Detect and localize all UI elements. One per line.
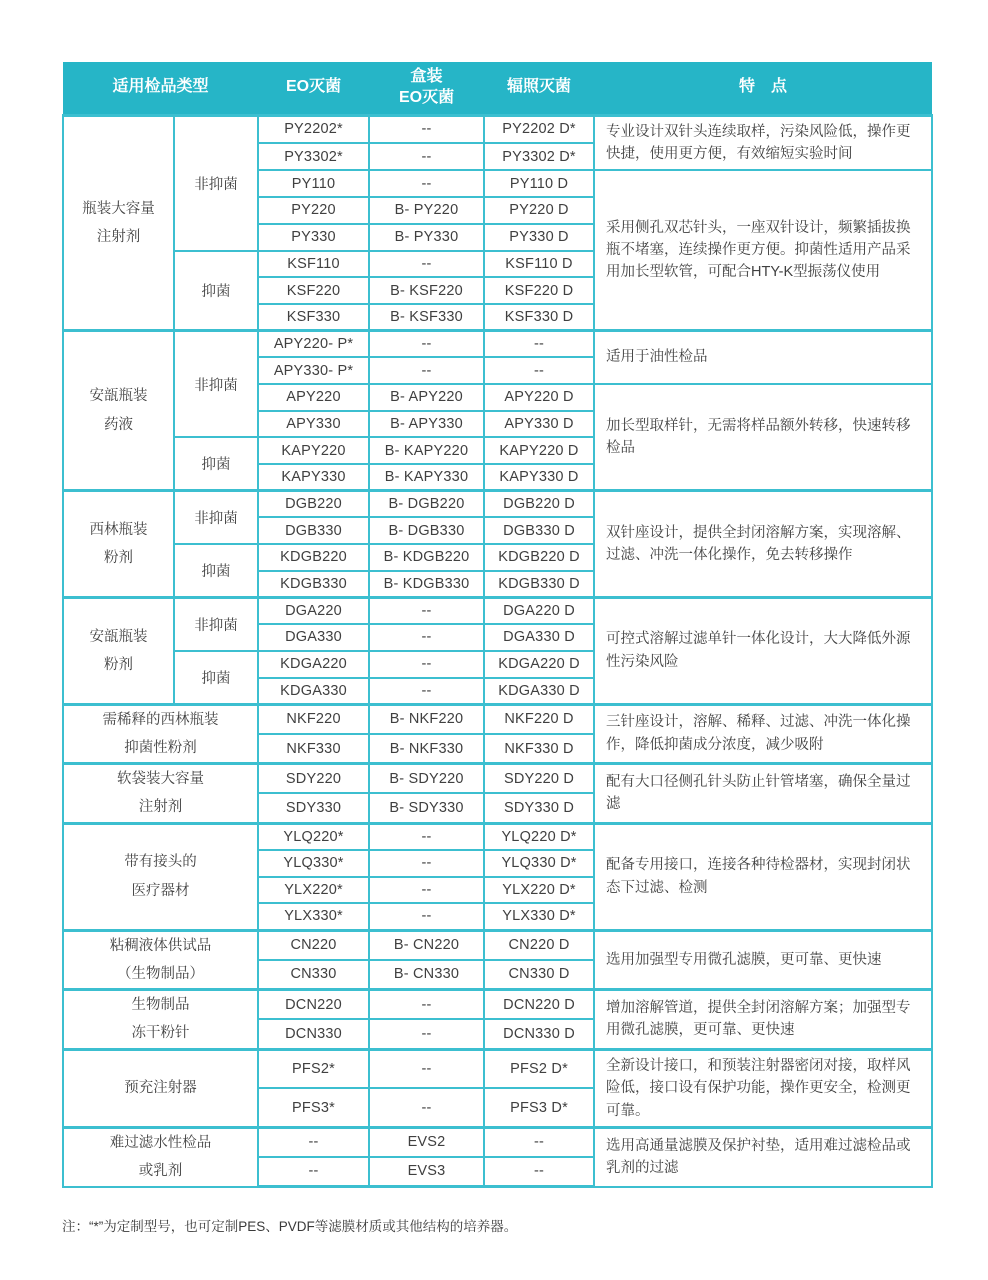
irradiation-model-cell: DCN330 D bbox=[484, 1019, 594, 1049]
box-eo-model-cell: -- bbox=[369, 850, 484, 877]
irradiation-model-cell: DGB330 D bbox=[484, 517, 594, 544]
box-eo-model-cell: B- KAPY220 bbox=[369, 437, 484, 464]
irradiation-model-cell: -- bbox=[484, 331, 594, 358]
irradiation-model-cell: APY220 D bbox=[484, 384, 594, 411]
irradiation-model-cell: PY3302 D* bbox=[484, 143, 594, 171]
irradiation-model-cell: KAPY330 D bbox=[484, 464, 594, 491]
box-eo-model-cell: -- bbox=[369, 877, 484, 904]
eo-model-cell: PY330 bbox=[258, 224, 369, 251]
box-eo-model-cell: B- CN330 bbox=[369, 960, 484, 990]
category-cell: 需稀释的西林瓶装 抑菌性粉剂 bbox=[63, 704, 258, 764]
eo-model-cell: YLX220* bbox=[258, 877, 369, 904]
box-eo-model-cell: B- NKF220 bbox=[369, 704, 484, 734]
eo-model-cell: APY220 bbox=[258, 384, 369, 411]
table-row bbox=[63, 823, 932, 850]
feature-cell: 可控式溶解过滤单针一体化设计，大大降低外源性污染风险 bbox=[594, 597, 932, 704]
irradiation-model-cell: PY220 D bbox=[484, 197, 594, 224]
irradiation-model-cell: KSF220 D bbox=[484, 277, 594, 304]
box-eo-model-cell: B- KAPY330 bbox=[369, 464, 484, 491]
eo-model-cell: PY3302* bbox=[258, 143, 369, 171]
irradiation-model-cell: DGA220 D bbox=[484, 597, 594, 624]
header-irradiation-sterilization: 辐照灭菌 bbox=[484, 62, 594, 115]
eo-model-cell: KSF110 bbox=[258, 251, 369, 278]
table-row bbox=[63, 990, 932, 1020]
eo-model-cell: CN330 bbox=[258, 960, 369, 990]
irradiation-model-cell: -- bbox=[484, 1157, 594, 1187]
eo-model-cell: SDY330 bbox=[258, 793, 369, 823]
subcategory-cell: 抑菌 bbox=[174, 651, 258, 704]
eo-model-cell: KDGA220 bbox=[258, 651, 369, 678]
irradiation-model-cell: NKF330 D bbox=[484, 734, 594, 764]
table-row bbox=[63, 1049, 932, 1088]
irradiation-model-cell: YLX330 D* bbox=[484, 903, 594, 930]
subcategory-cell: 抑菌 bbox=[174, 251, 258, 331]
box-eo-model-cell: -- bbox=[369, 1049, 484, 1088]
box-eo-model-cell: -- bbox=[369, 357, 484, 384]
eo-model-cell: KDGA330 bbox=[258, 678, 369, 705]
box-eo-model-cell: -- bbox=[369, 331, 484, 358]
table-header-row bbox=[63, 62, 932, 115]
box-eo-model-cell: -- bbox=[369, 170, 484, 197]
irradiation-model-cell: YLQ220 D* bbox=[484, 823, 594, 850]
feature-cell: 增加溶解管道，提供全封闭溶解方案；加强型专用微孔滤膜，更可靠、更快速 bbox=[594, 990, 932, 1050]
irradiation-model-cell: PFS2 D* bbox=[484, 1049, 594, 1088]
box-eo-model-cell: -- bbox=[369, 115, 484, 143]
irradiation-model-cell: CN220 D bbox=[484, 930, 594, 960]
box-eo-model-cell: -- bbox=[369, 678, 484, 705]
irradiation-model-cell: APY330 D bbox=[484, 411, 594, 438]
irradiation-model-cell: PY2202 D* bbox=[484, 115, 594, 143]
box-eo-model-cell: B- DGB220 bbox=[369, 491, 484, 518]
eo-model-cell: NKF220 bbox=[258, 704, 369, 734]
eo-model-cell: KSF330 bbox=[258, 304, 369, 331]
subcategory-cell: 非抑菌 bbox=[174, 597, 258, 650]
irradiation-model-cell: KDGA330 D bbox=[484, 678, 594, 705]
feature-cell: 配有大口径侧孔针头防止针管堵塞，确保全量过滤 bbox=[594, 764, 932, 824]
box-eo-model-cell: -- bbox=[369, 251, 484, 278]
box-eo-model-cell: B- DGB330 bbox=[369, 517, 484, 544]
irradiation-model-cell: CN330 D bbox=[484, 960, 594, 990]
feature-cell: 适用于油性检品 bbox=[594, 331, 932, 384]
irradiation-model-cell: -- bbox=[484, 357, 594, 384]
eo-model-cell: YLQ220* bbox=[258, 823, 369, 850]
irradiation-model-cell: KDGA220 D bbox=[484, 651, 594, 678]
irradiation-model-cell: KSF110 D bbox=[484, 251, 594, 278]
eo-model-cell: DGA220 bbox=[258, 597, 369, 624]
table-row bbox=[63, 930, 932, 960]
category-cell: 生物制品 冻干粉针 bbox=[63, 990, 258, 1050]
box-eo-model-cell: -- bbox=[369, 990, 484, 1020]
feature-cell: 全新设计接口，和预装注射器密闭对接，取样风险低，接口设有保护功能，操作更安全，检测更可靠。 bbox=[594, 1049, 932, 1127]
eo-model-cell: APY330 bbox=[258, 411, 369, 438]
box-eo-model-cell: EVS2 bbox=[369, 1127, 484, 1157]
irradiation-model-cell: -- bbox=[484, 1127, 594, 1157]
eo-model-cell: PY110 bbox=[258, 170, 369, 197]
table-row bbox=[63, 1127, 932, 1157]
subcategory-cell: 抑菌 bbox=[174, 544, 258, 597]
header-features: 特 点 bbox=[594, 62, 932, 115]
category-cell: 安瓿瓶装 药液 bbox=[63, 331, 174, 491]
eo-model-cell: -- bbox=[258, 1157, 369, 1187]
subcategory-cell: 非抑菌 bbox=[174, 115, 258, 251]
category-cell: 预充注射器 bbox=[63, 1049, 258, 1127]
box-eo-model-cell: B- PY330 bbox=[369, 224, 484, 251]
category-cell: 难过滤水性检品 或乳剂 bbox=[63, 1127, 258, 1186]
eo-model-cell: NKF330 bbox=[258, 734, 369, 764]
irradiation-model-cell: PFS3 D* bbox=[484, 1088, 594, 1127]
feature-cell: 选用高通量滤膜及保护衬垫，适用难过滤检品或乳剂的过滤 bbox=[594, 1127, 932, 1186]
subcategory-cell: 抑菌 bbox=[174, 437, 258, 490]
box-eo-model-cell: B- KDGB330 bbox=[369, 571, 484, 598]
box-eo-model-cell: -- bbox=[369, 624, 484, 651]
table-row bbox=[63, 597, 932, 624]
table-row bbox=[63, 115, 932, 143]
product-spec-table bbox=[62, 62, 933, 1188]
box-eo-model-cell: -- bbox=[369, 651, 484, 678]
category-cell: 软袋装大容量 注射剂 bbox=[63, 764, 258, 824]
eo-model-cell: -- bbox=[258, 1127, 369, 1157]
irradiation-model-cell: YLX220 D* bbox=[484, 877, 594, 904]
eo-model-cell: SDY220 bbox=[258, 764, 369, 794]
header-boxed-line2: EO灭菌 bbox=[398, 88, 455, 106]
irradiation-model-cell: KSF330 D bbox=[484, 304, 594, 331]
eo-model-cell: DGA330 bbox=[258, 624, 369, 651]
irradiation-model-cell: YLQ330 D* bbox=[484, 850, 594, 877]
box-eo-model-cell: B- KSF220 bbox=[369, 277, 484, 304]
box-eo-model-cell: B- SDY330 bbox=[369, 793, 484, 823]
box-eo-model-cell: B- SDY220 bbox=[369, 764, 484, 794]
irradiation-model-cell: PY110 D bbox=[484, 170, 594, 197]
category-cell: 带有接头的 医疗器材 bbox=[63, 823, 258, 930]
box-eo-model-cell: B- KDGB220 bbox=[369, 544, 484, 571]
box-eo-model-cell: -- bbox=[369, 143, 484, 171]
box-eo-model-cell: -- bbox=[369, 597, 484, 624]
irradiation-model-cell: NKF220 D bbox=[484, 704, 594, 734]
header-eo-sterilization: EO灭菌 bbox=[258, 62, 369, 115]
header-boxed-line1: 盒装 bbox=[410, 67, 443, 85]
feature-cell: 采用侧孔双芯针头，一座双针设计，频繁插拔换瓶不堵塞，连续操作更方便。抑菌性适用产品采用加长型软管，可配合HTY-K型振荡仪使用 bbox=[594, 170, 932, 330]
eo-model-cell: PFS3* bbox=[258, 1088, 369, 1127]
eo-model-cell: DGB330 bbox=[258, 517, 369, 544]
irradiation-model-cell: SDY330 D bbox=[484, 793, 594, 823]
feature-cell: 配备专用接口，连接各种待检器材，实现封闭状态下过滤、检测 bbox=[594, 823, 932, 930]
irradiation-model-cell: KDGB220 D bbox=[484, 544, 594, 571]
eo-model-cell: APY330- P* bbox=[258, 357, 369, 384]
box-eo-model-cell: -- bbox=[369, 903, 484, 930]
feature-cell: 双针座设计，提供全封闭溶解方案，实现溶解、过滤、冲洗一体化操作，免去转移操作 bbox=[594, 491, 932, 598]
table-row bbox=[63, 331, 932, 358]
feature-cell: 加长型取样针，无需将样品额外转移，快速转移检品 bbox=[594, 384, 932, 491]
irradiation-model-cell: KAPY220 D bbox=[484, 437, 594, 464]
eo-model-cell: KDGB330 bbox=[258, 571, 369, 598]
eo-model-cell: DCN330 bbox=[258, 1019, 369, 1049]
header-specimen-type: 适用检品类型 bbox=[63, 62, 258, 115]
table-row bbox=[63, 491, 932, 518]
box-eo-model-cell: B- KSF330 bbox=[369, 304, 484, 331]
category-cell: 西林瓶装 粉剂 bbox=[63, 491, 174, 598]
feature-cell: 专业设计双针头连续取样，污染风险低，操作更快捷，使用更方便，有效缩短实验时间 bbox=[594, 115, 932, 170]
eo-model-cell: KDGB220 bbox=[258, 544, 369, 571]
irradiation-model-cell: KDGB330 D bbox=[484, 571, 594, 598]
irradiation-model-cell: DGA330 D bbox=[484, 624, 594, 651]
table-row bbox=[63, 704, 932, 734]
table-row bbox=[63, 764, 932, 794]
feature-cell: 三针座设计，溶解、稀释、过滤、冲洗一体化操作，降低抑菌成分浓度，减少吸附 bbox=[594, 704, 932, 764]
category-cell: 粘稠液体供试品 （生物制品） bbox=[63, 930, 258, 990]
footnote: 注：“*”为定制型号，也可定制PES、PVDF等滤膜材质或其他结构的培养器。 bbox=[62, 1219, 518, 1234]
subcategory-cell: 非抑菌 bbox=[174, 331, 258, 438]
eo-model-cell: KAPY220 bbox=[258, 437, 369, 464]
eo-model-cell: YLQ330* bbox=[258, 850, 369, 877]
box-eo-model-cell: B- APY330 bbox=[369, 411, 484, 438]
box-eo-model-cell: B- APY220 bbox=[369, 384, 484, 411]
box-eo-model-cell: B- PY220 bbox=[369, 197, 484, 224]
header-boxed-eo-sterilization bbox=[369, 62, 484, 115]
eo-model-cell: CN220 bbox=[258, 930, 369, 960]
category-cell: 安瓿瓶装 粉剂 bbox=[63, 597, 174, 704]
irradiation-model-cell: SDY220 D bbox=[484, 764, 594, 794]
eo-model-cell: KSF220 bbox=[258, 277, 369, 304]
box-eo-model-cell: -- bbox=[369, 1088, 484, 1127]
eo-model-cell: PFS2* bbox=[258, 1049, 369, 1088]
eo-model-cell: DGB220 bbox=[258, 491, 369, 518]
eo-model-cell: DCN220 bbox=[258, 990, 369, 1020]
box-eo-model-cell: EVS3 bbox=[369, 1157, 484, 1187]
subcategory-cell: 非抑菌 bbox=[174, 491, 258, 544]
box-eo-model-cell: B- NKF330 bbox=[369, 734, 484, 764]
feature-cell: 选用加强型专用微孔滤膜，更可靠、更快速 bbox=[594, 930, 932, 990]
irradiation-model-cell: DGB220 D bbox=[484, 491, 594, 518]
eo-model-cell: PY220 bbox=[258, 197, 369, 224]
irradiation-model-cell: PY330 D bbox=[484, 224, 594, 251]
eo-model-cell: YLX330* bbox=[258, 903, 369, 930]
irradiation-model-cell: DCN220 D bbox=[484, 990, 594, 1020]
box-eo-model-cell: B- CN220 bbox=[369, 930, 484, 960]
eo-model-cell: PY2202* bbox=[258, 115, 369, 143]
eo-model-cell: APY220- P* bbox=[258, 331, 369, 358]
category-cell: 瓶装大容量 注射剂 bbox=[63, 115, 174, 331]
box-eo-model-cell: -- bbox=[369, 823, 484, 850]
box-eo-model-cell: -- bbox=[369, 1019, 484, 1049]
eo-model-cell: KAPY330 bbox=[258, 464, 369, 491]
